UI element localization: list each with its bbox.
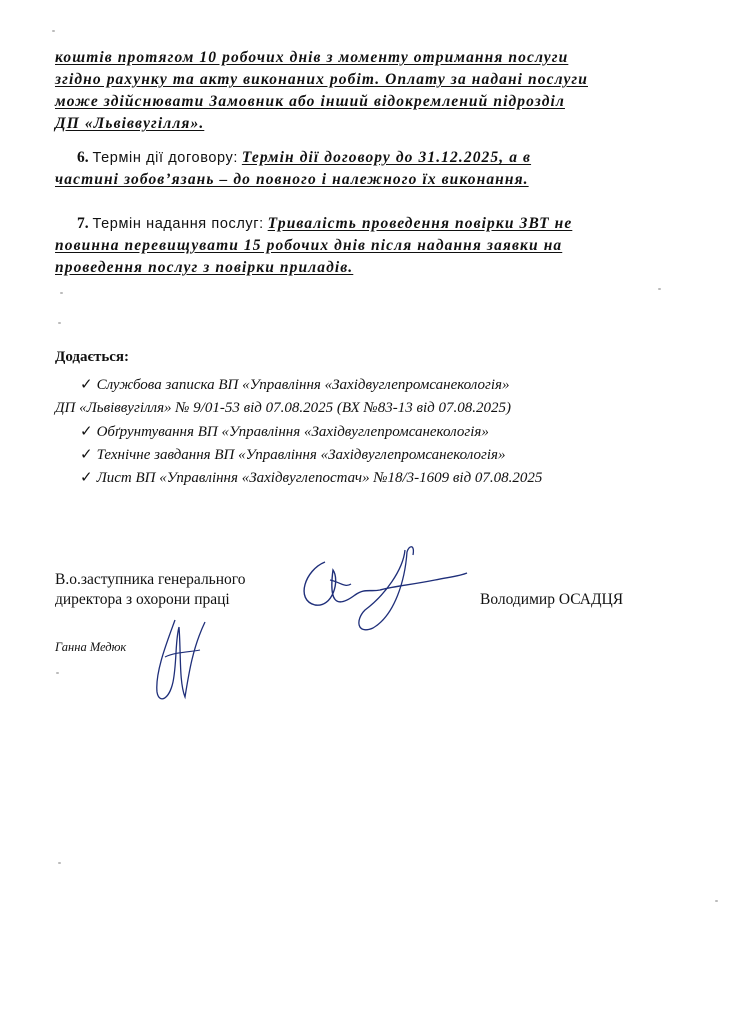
duration-value-line-3: проведення послуг з повірки приладів.: [55, 259, 354, 276]
duration-value-line-2: повинна перевищувати 15 робочих днів після надання заявки на: [55, 237, 563, 254]
attachment-1-line-1: Службова записка ВП «Управління «Західвуглепромсанекологія»: [96, 377, 510, 393]
signatory-name: Володимир ОСАДЦЯ: [480, 591, 624, 608]
scan-speck: [56, 672, 59, 674]
scan-speck: [52, 30, 55, 32]
attachment-1-line-2: ДП «Львіввугілля» № 9/01-53 від 07.08.2025 (ВХ №83-13 від 07.08.2025): [55, 400, 511, 416]
initials-stroke-2: [165, 650, 200, 657]
term-number: 6.: [77, 149, 89, 166]
check-icon: ✓: [80, 424, 93, 440]
attachment-item-1: [80, 374, 670, 396]
term-paragraph: [55, 147, 670, 191]
payment-line-1: коштів протягом 10 робочих днів з моменту отримання послуги: [55, 49, 569, 66]
duration-paragraph: [55, 213, 670, 279]
payment-line-4: ДП «Львіввугілля».: [55, 115, 205, 132]
check-icon: ✓: [80, 470, 93, 486]
handwritten-signature: [285, 540, 475, 640]
attachments-title: Додається:: [55, 349, 130, 365]
signature-stroke-1: [304, 562, 467, 605]
attachment-2-text: Обґрунтування ВП «Управління «Західвуглепромсанекологія»: [96, 424, 489, 440]
attachment-item-4: [80, 467, 542, 489]
signatory-position: [55, 570, 246, 610]
initials-stroke-1: [157, 620, 205, 699]
term-label: Термін дії договору:: [92, 150, 238, 166]
attachment-4-text: Лист ВП «Управління «Західвуглепостач» №18/3-1609 від 07.08.2025: [96, 470, 543, 486]
signatory-position-line-2: директора з охорони праці: [55, 591, 230, 608]
attachment-item-3: [80, 444, 506, 466]
duration-value-line-1: Тривалість проведення повірки ЗВТ не: [267, 215, 573, 232]
payment-line-2: згідно рахунку та акту виконаних робіт. Оплату за надані послуги: [55, 71, 588, 88]
payment-line-3: може здійснювати Замовник або інший відокремлений підрозділ: [55, 93, 565, 110]
attachment-1-line-2-wrap: [55, 397, 511, 419]
signatory-position-line-1: В.о.заступника генерального: [55, 571, 246, 588]
check-icon: ✓: [80, 377, 93, 393]
duration-label: Термін надання послуг:: [92, 216, 264, 232]
attachment-item-2: [80, 421, 489, 443]
scan-speck: [58, 862, 61, 864]
signature-stroke-3: [330, 580, 351, 585]
scan-speck: [715, 900, 718, 902]
payment-paragraph: [55, 47, 670, 135]
duration-number: 7.: [77, 215, 89, 232]
scan-speck: [60, 292, 63, 294]
executor-initials-signature: [145, 612, 220, 707]
scan-speck: [658, 288, 661, 290]
term-value-line-1: Термін дії договору до 31.12.2025, а в: [241, 149, 532, 166]
scan-speck: [58, 322, 61, 324]
executor-name: Ганна Медюк: [55, 640, 127, 654]
attachment-3-text: Технічне завдання ВП «Управління «Західвуглепромсанекологія»: [96, 447, 506, 463]
check-icon: ✓: [80, 447, 93, 463]
term-value-line-2: частині зобов’язань – до повного і належного їх виконання.: [55, 171, 529, 188]
